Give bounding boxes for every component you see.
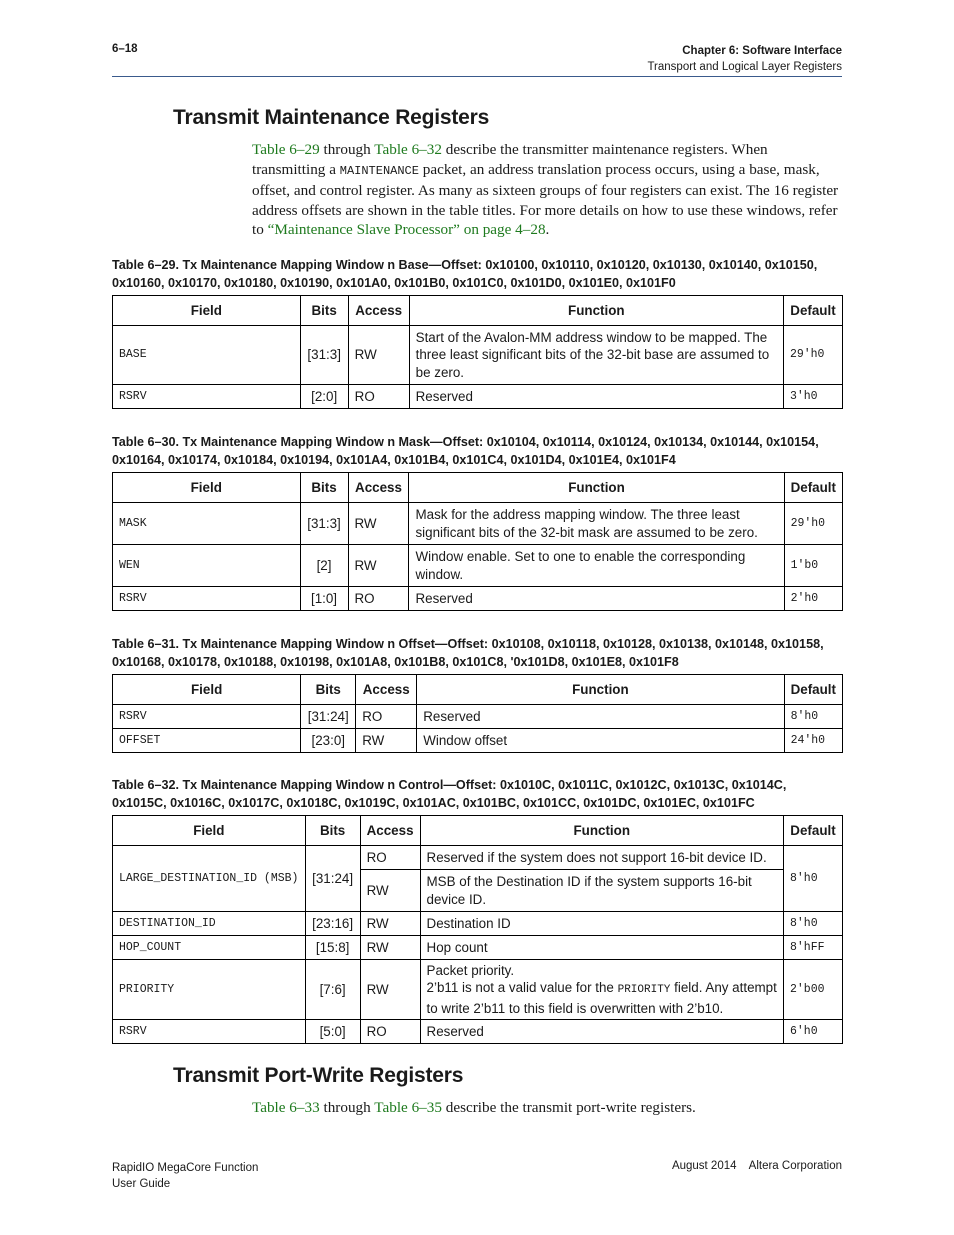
col-field: Field xyxy=(113,675,301,705)
link-table-6-29[interactable]: Table 6–29 xyxy=(252,141,320,158)
function-line: Packet priority. xyxy=(426,962,515,978)
cell-function: Start of the Avalon-MM address window to be mapped. The three least significant bits of the 32-bit base are assumed to be zero. xyxy=(409,326,783,385)
cell-field: RSRV xyxy=(113,385,301,409)
col-default: Default xyxy=(784,473,842,503)
col-access: Access xyxy=(356,675,417,705)
cell-access: RW xyxy=(360,960,420,1020)
col-bits: Bits xyxy=(300,473,348,503)
cell-field: LARGE_DESTINATION_ID (MSB) xyxy=(113,846,306,912)
cell-function: MSB of the Destination ID if the system supports 16-bit device ID. xyxy=(420,870,783,912)
cell-access: RO xyxy=(348,587,409,611)
link-maintenance-slave-processor[interactable]: “Maintenance Slave Processor” on page 4–28 xyxy=(267,221,546,238)
section-title: Transport and Logical Layer Registers xyxy=(647,61,842,73)
cell-access: RO xyxy=(356,705,417,729)
chapter-title: Chapter 6: Software Interface xyxy=(682,45,842,57)
cell-field: RSRV xyxy=(113,1020,306,1044)
link-table-6-32[interactable]: Table 6–32 xyxy=(374,141,442,158)
link-table-6-35[interactable]: Table 6–35 xyxy=(374,1099,442,1116)
col-field: Field xyxy=(113,816,306,846)
cell-function xyxy=(420,960,783,1020)
text-run: field. Any attempt to write 2’b11 to this field is overwritten with 2’b10. xyxy=(426,980,777,1016)
table-6-29 xyxy=(112,295,843,409)
cell-default: 24'h0 xyxy=(784,729,842,753)
cell-bits: [1:0] xyxy=(300,587,348,611)
table-row xyxy=(113,545,843,587)
footer-guide: User Guide xyxy=(112,1178,171,1190)
cell-access: RO xyxy=(348,385,409,409)
cell-function: Reserved if the system does not support 16-bit device ID. xyxy=(420,846,783,870)
section-heading-maintenance: Transmit Maintenance Registers xyxy=(173,106,490,129)
cell-default: 8'hFF xyxy=(783,936,842,960)
cell-default: 3'h0 xyxy=(783,385,842,409)
col-bits: Bits xyxy=(300,296,348,326)
cell-bits: [23:0] xyxy=(301,729,356,753)
cell-field: PRIORITY xyxy=(113,960,306,1020)
table-row xyxy=(113,912,843,936)
cell-default: 1'b0 xyxy=(784,545,842,587)
cell-access: RW xyxy=(348,545,409,587)
cell-field: HOP_COUNT xyxy=(113,936,306,960)
table-6-32-caption: Table 6–32. Tx Maintenance Mapping Window n Control—Offset: 0x1010C, 0x1011C, 0x1012C, 0x1013C, 0x1014C, 0x1015C, 0x1016C, 0x1017C, 0x1018C, 0x1019C, 0x101AC, 0x101BC, 0x101CC, 0x101DC, 0x101EC, 0x101FC xyxy=(112,778,787,810)
cell-bits: [23:16] xyxy=(305,912,360,936)
code-priority: PRIORITY xyxy=(617,984,671,997)
cell-default: 2'h0 xyxy=(784,587,842,611)
cell-default: 6'h0 xyxy=(783,1020,842,1044)
cell-access: RO xyxy=(360,846,420,870)
page-number: 6–18 xyxy=(112,43,138,55)
table-6-31 xyxy=(112,674,843,753)
cell-bits: [15:8] xyxy=(305,936,360,960)
table-row xyxy=(113,385,843,409)
col-function: Function xyxy=(420,816,783,846)
cell-default: 2'b00 xyxy=(783,960,842,1020)
text-run: describe the transmitter maintenance registers. When transmitting a xyxy=(252,141,768,178)
cell-default: 29'h0 xyxy=(783,326,842,385)
table-header-row xyxy=(113,296,843,326)
cell-access: RW xyxy=(360,936,420,960)
table-row xyxy=(113,846,843,870)
col-default: Default xyxy=(783,816,842,846)
cell-field: WEN xyxy=(113,545,301,587)
table-6-30-caption: Table 6–30. Tx Maintenance Mapping Window n Mask—Offset: 0x10104, 0x10114, 0x10124, 0x10134, 0x10144, 0x10154, 0x10164, 0x10174, 0x10184, 0x10194, 0x101A4, 0x101B4, 0x101C4, 0x101D4, 0x101E4, 0x101F4 xyxy=(112,435,819,467)
cell-bits: [31:3] xyxy=(300,326,348,385)
cell-function: Reserved xyxy=(409,385,783,409)
text-run: describe the transmit port-write registers. xyxy=(441,1099,696,1116)
section-heading-port-write: Transmit Port-Write Registers xyxy=(173,1064,464,1087)
table-header-row xyxy=(113,816,843,846)
cell-default: 8'h0 xyxy=(783,846,842,912)
maintenance-intro-paragraph xyxy=(252,140,842,240)
cell-bits: [31:24] xyxy=(305,846,360,912)
cell-access: RW xyxy=(360,912,420,936)
col-bits: Bits xyxy=(301,675,356,705)
col-access: Access xyxy=(360,816,420,846)
col-bits: Bits xyxy=(305,816,360,846)
cell-field: DESTINATION_ID xyxy=(113,912,306,936)
cell-bits: [7:6] xyxy=(305,960,360,1020)
table-row xyxy=(113,1020,843,1044)
text-run: through xyxy=(319,1099,375,1116)
cell-function: Mask for the address mapping window. The three least significant bits of the 32-bit mask are assumed to be zero. xyxy=(409,503,784,545)
cell-access: RW xyxy=(356,729,417,753)
table-header-row xyxy=(113,473,843,503)
table-6-32 xyxy=(112,815,843,1044)
running-header xyxy=(647,43,842,75)
table-row xyxy=(113,729,843,753)
cell-function: Window offset xyxy=(417,729,784,753)
cell-bits: [5:0] xyxy=(305,1020,360,1044)
cell-access: RW xyxy=(360,870,420,912)
code-maintenance: MAINTENANCE xyxy=(339,163,419,178)
cell-field: RSRV xyxy=(113,705,301,729)
footer-product: RapidIO MegaCore Function xyxy=(112,1162,259,1174)
cell-bits: [31:24] xyxy=(301,705,356,729)
col-access: Access xyxy=(348,296,409,326)
col-default: Default xyxy=(783,296,842,326)
col-field: Field xyxy=(113,296,301,326)
port-write-intro-paragraph xyxy=(252,1098,842,1118)
cell-default: 29'h0 xyxy=(784,503,842,545)
cell-field: MASK xyxy=(113,503,301,545)
table-row xyxy=(113,936,843,960)
cell-default: 8'h0 xyxy=(784,705,842,729)
col-default: Default xyxy=(784,675,842,705)
table-header-row xyxy=(113,675,843,705)
table-row xyxy=(113,705,843,729)
table-row xyxy=(113,587,843,611)
text-run: packet, an address translation process occurs, using a base, mask, offset, and control register. As many as sixteen groups of four registers can exist. The 16 register address offsets are shown in the table titles. For more details on how to use these windows, refer to xyxy=(252,160,839,238)
table-6-30 xyxy=(112,472,843,611)
footer-left xyxy=(112,1160,258,1192)
header-rule xyxy=(112,76,842,77)
cell-access: RW xyxy=(348,503,409,545)
link-table-6-33[interactable]: Table 6–33 xyxy=(252,1099,320,1116)
cell-bits: [2] xyxy=(300,545,348,587)
cell-access: RO xyxy=(360,1020,420,1044)
table-row xyxy=(113,326,843,385)
text-run: . xyxy=(545,221,550,238)
col-function: Function xyxy=(409,296,783,326)
cell-field: RSRV xyxy=(113,587,301,611)
col-access: Access xyxy=(348,473,409,503)
cell-function: Reserved xyxy=(420,1020,783,1044)
cell-function: Hop count xyxy=(420,936,783,960)
table-6-31-caption: Table 6–31. Tx Maintenance Mapping Window n Offset—Offset: 0x10108, 0x10118, 0x10128, 0x10138, 0x10148, 0x10158, 0x10168, 0x10178, 0x10188, 0x10198, 0x101A8, 0x101B8, 0x101C8, '0x101D8, 0x101E8, 0x101F8 xyxy=(112,637,824,669)
text-run: 2’b11 is not a valid value for the xyxy=(426,980,618,996)
cell-field: OFFSET xyxy=(113,729,301,753)
table-row xyxy=(113,960,843,1020)
cell-default: 8'h0 xyxy=(783,912,842,936)
cell-bits: [2:0] xyxy=(300,385,348,409)
col-function: Function xyxy=(409,473,784,503)
col-function: Function xyxy=(417,675,784,705)
cell-field: BASE xyxy=(113,326,301,385)
table-6-29-caption: Table 6–29. Tx Maintenance Mapping Window n Base—Offset: 0x10100, 0x10110, 0x10120, 0x10130, 0x10140, 0x10150, 0x10160, 0x10170, 0x10180, 0x10190, 0x101A0, 0x101B0, 0x101C0, 0x101D0, 0x101E0, 0x101F0 xyxy=(112,258,818,290)
cell-function: Reserved xyxy=(409,587,784,611)
function-line xyxy=(427,979,777,1017)
footer-date-company: August 2014 Altera Corporation xyxy=(671,1160,842,1172)
cell-function: Destination ID xyxy=(420,912,783,936)
cell-function: Reserved xyxy=(417,705,784,729)
cell-bits: [31:3] xyxy=(300,503,348,545)
col-field: Field xyxy=(113,473,301,503)
cell-access: RW xyxy=(348,326,409,385)
text-run: through xyxy=(319,141,375,158)
table-row xyxy=(113,503,843,545)
cell-function: Window enable. Set to one to enable the corresponding window. xyxy=(409,545,784,587)
